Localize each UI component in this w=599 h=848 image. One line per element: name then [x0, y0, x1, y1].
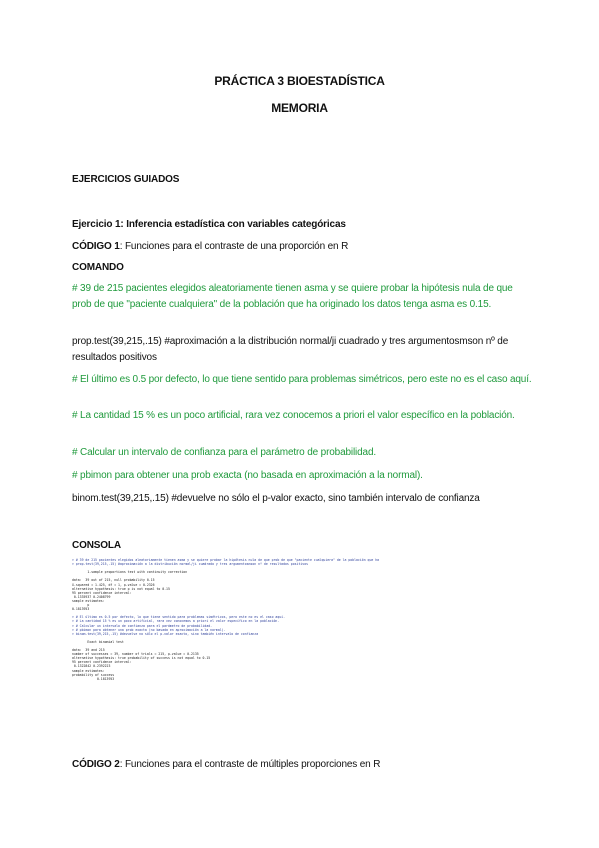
console-line: p	[72, 603, 90, 608]
console-line: number of successes = 39, number of trials = 215, p-value = 0.2135	[72, 652, 199, 657]
code2-text: : Funciones para el contraste de múltiples proporciones en R	[119, 759, 381, 770]
comment-line-5: # pbimon para obtener una prob exacta (no basada en aproximación a la normal).	[72, 470, 423, 481]
console-line: > binom.test(39,215,.15) #devuelve no sólo el p-valor exacto, sino también intervalo de confianza	[72, 631, 259, 636]
console-line: probability of success	[72, 672, 115, 677]
exercise-prefix: Ejercicio 1:	[72, 219, 124, 230]
console-line: 1-sample proportions test with continuity correction	[72, 570, 188, 575]
code1-prefix: CÓDIGO 1	[72, 241, 120, 252]
console-line: 0.1813953	[72, 676, 115, 681]
console-line: > # Calcular un intervalo de confianza para el parámetro de probabilidad.	[72, 623, 213, 628]
console-line: data: 39 and 215	[72, 648, 105, 653]
comando-label: COMANDO	[72, 262, 124, 273]
comment-line-2: # El último es 0.5 por defecto, lo que tiene sentido para problemas simétricos, pero este no es el caso aquí.	[72, 374, 532, 385]
code-line-binom-test: binom.test(39,215,.15) #devuelve no sólo el p-valor exacto, sino también intervalo de confianza	[72, 493, 480, 504]
console-line: 95 percent confidence interval:	[72, 590, 132, 595]
console-line: data: 39 out of 215, null probability 0.15	[72, 578, 155, 583]
comment-line-3: # La cantidad 15 % es un poco artificial, rara vez conocemos a priori el valor específico en la población.	[72, 410, 515, 421]
console-line: 0.1813953	[72, 607, 90, 612]
comment-line-4: # Calcular un intervalo de confianza para el parámetro de probabilidad.	[72, 447, 376, 458]
code1-text: : Funciones para el contraste de una proporción en R	[119, 241, 349, 252]
code2-prefix: CÓDIGO 2	[72, 759, 120, 770]
code1-heading	[72, 239, 532, 255]
section-title: EJERCICIOS GUIADOS	[72, 174, 180, 185]
exercise-text: Inferencia estadística con variables categóricas	[123, 219, 346, 230]
console-line: 95 percent confidence interval:	[72, 660, 132, 665]
document-subtitle: MEMORIA	[271, 101, 328, 115]
console-line: 0.1322842 0.2392223	[72, 664, 111, 669]
console-line: > # El último es 0.5 por defecto, lo que tiene sentido para problemas simétricos, pero este no es el caso aquí.	[72, 615, 286, 620]
comment-line-1: # 39 de 215 pacientes elegidos aleatoriamente tienen asma y se quiere probar la hipótesis nula de que prob de que "paciente cualquiera" de la población que ha originado los datos tenga asma es 0.15.	[72, 283, 513, 310]
console-line: sample estimates:	[72, 598, 105, 603]
console-line: sample estimates:	[72, 668, 105, 673]
code-line-prop-test: prop.test(39,215,.15) #aproximación a la distribución normal/ji cuadrado y tres argumentosmson nº de resultados positivos	[72, 336, 509, 363]
console-line: > # 39 de 215 pacientes elegidos aleatoriamente tienen asma y se quiere probar la hipótesis nula de que prob de que "paciente cualquiera" de la población que ha	[72, 558, 380, 562]
console-line: > prop.test(39,215,.15) #aproximación a la distribución normal/ji cuadrado y tres argumentosmson nº de resultados positivos	[72, 562, 309, 567]
exercise-heading	[72, 217, 532, 233]
console-line: > # La cantidad 15 % es un poco artificial, rara vez conocemos a priori el valor específico en la población.	[72, 619, 280, 624]
console-screenshot	[72, 558, 592, 748]
console-line: Exact binomial test	[72, 639, 124, 644]
console-line: > # pbimon para obtener una prob exacta (no basada en aproximación a la normal).	[72, 627, 226, 632]
document-title: PRÁCTICA 3 BIOESTADÍSTICA	[214, 74, 385, 88]
console-line: alternative hypothesis: true probability of success is not equal to 0.15	[72, 656, 211, 661]
console-line: alternative hypothesis: true p is not equal to 0.15	[72, 586, 170, 591]
code2-heading	[72, 757, 532, 773]
console-line: 0.1335937 0.2408799	[72, 594, 111, 599]
console-line: X-squared = 1.425, df = 1, p-value = 0.2326	[72, 582, 155, 587]
consola-label: CONSOLA	[72, 540, 121, 551]
